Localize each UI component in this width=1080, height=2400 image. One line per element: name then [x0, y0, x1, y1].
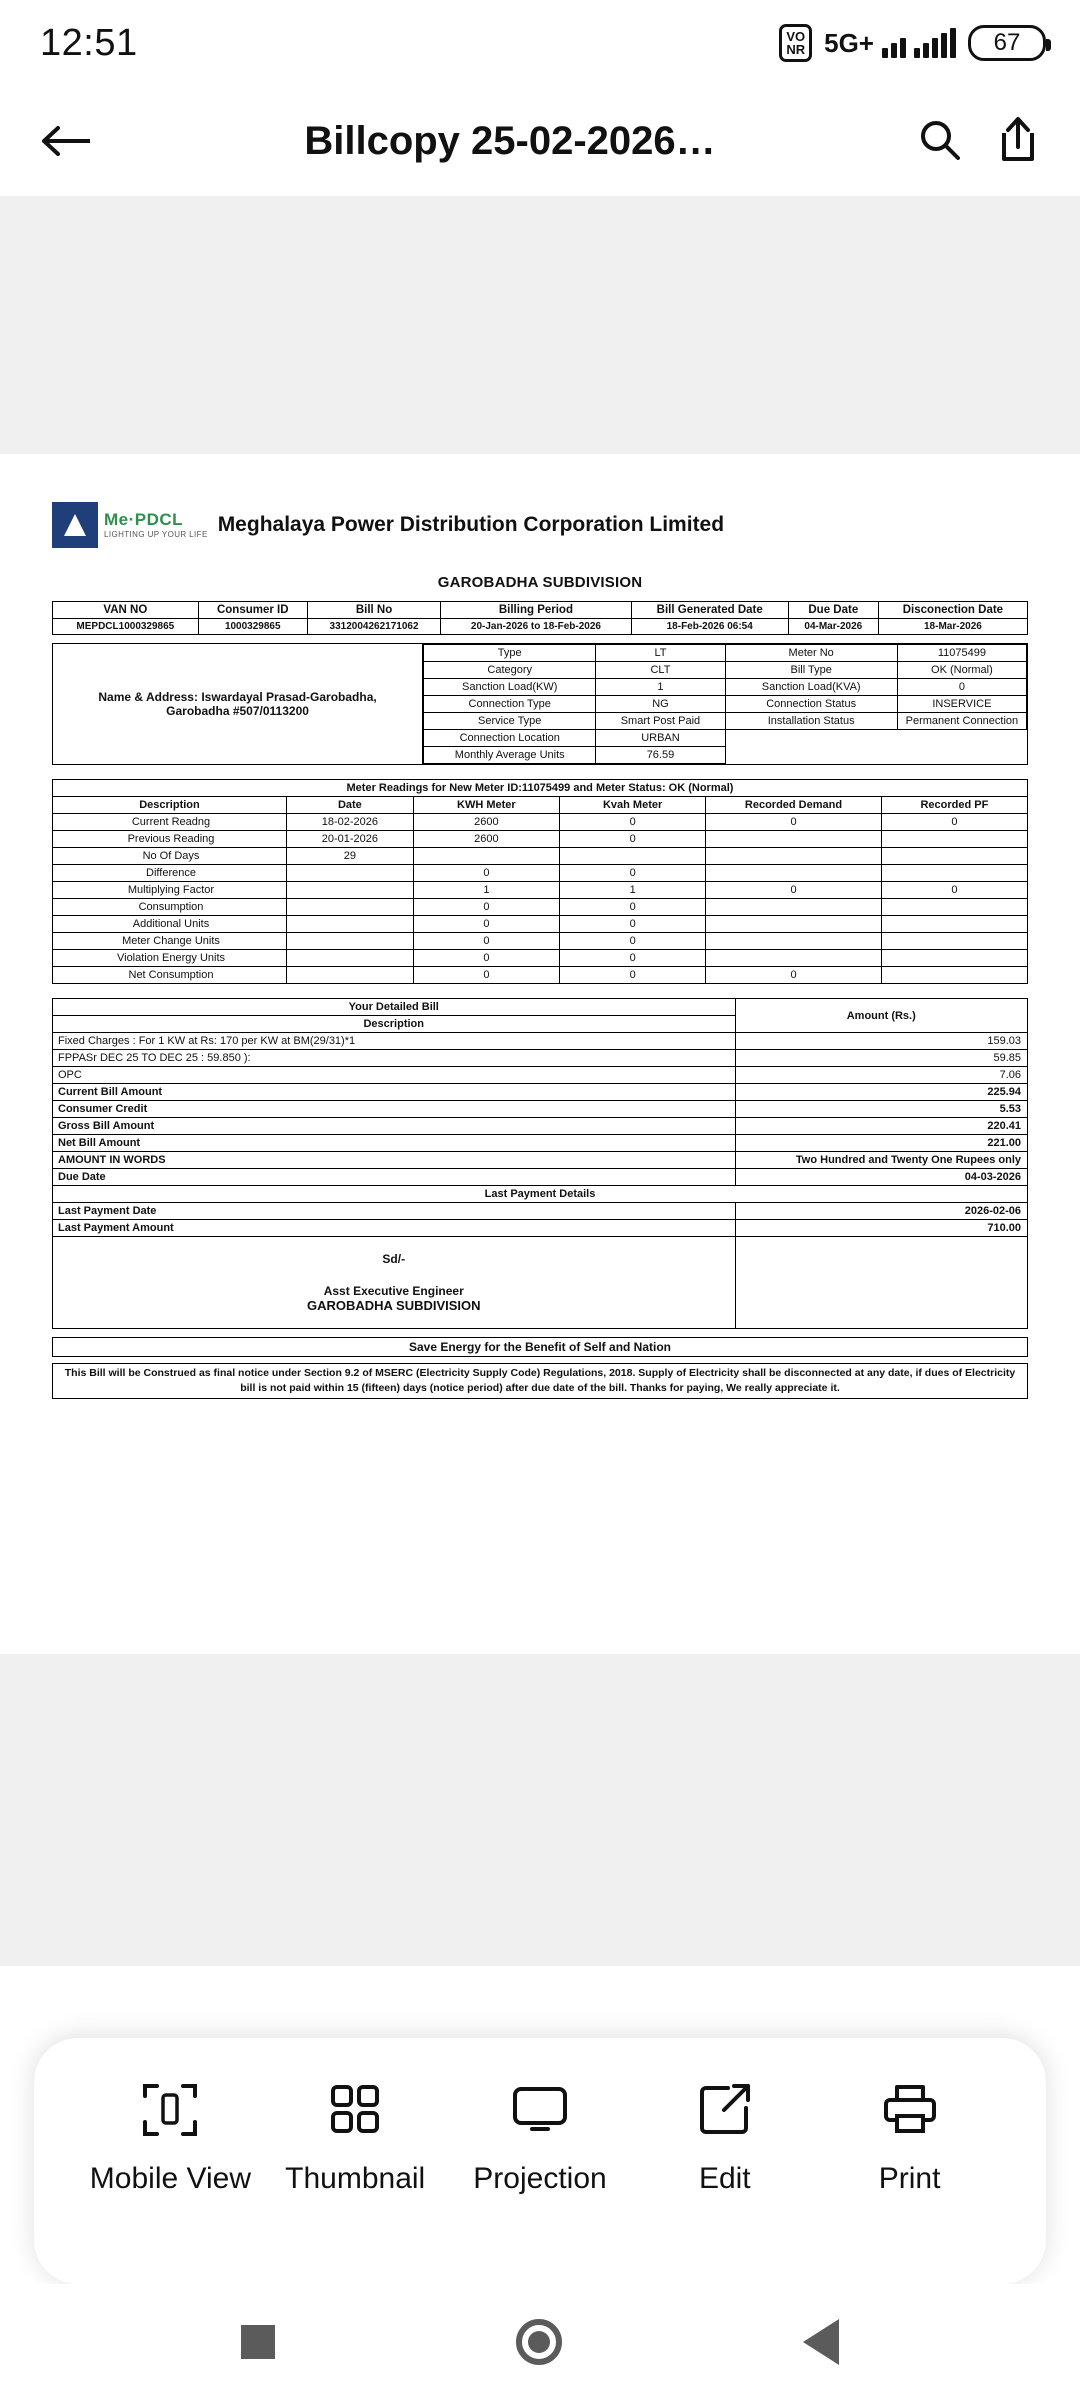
- table-row: [53, 797, 1028, 814]
- val-disconnection-date: 18-Mar-2026: [878, 619, 1027, 635]
- print-icon: [881, 2078, 939, 2140]
- signature-designation: Asst Executive Engineer: [323, 1284, 464, 1298]
- val-due-date: 04-Mar-2026: [788, 619, 878, 635]
- detail-value: INSERVICE: [897, 696, 1026, 713]
- detail-key: Sanction Load(KW): [424, 679, 596, 696]
- meter-readings-title: Meter Readings for New Meter ID:11075499 and Meter Status: OK (Normal): [53, 780, 1028, 797]
- page-title: Billcopy 25-02-2026…: [304, 118, 716, 163]
- save-energy-banner: [52, 1337, 1028, 1357]
- last-payment-title: Last Payment Details: [53, 1186, 1028, 1203]
- col-consumer-id: Consumer ID: [198, 602, 307, 619]
- volte-line1: VO: [786, 29, 806, 44]
- cell: 0: [560, 916, 706, 933]
- val-van-no: MEPDCL1000329865: [53, 619, 199, 635]
- cell: 0: [706, 882, 882, 899]
- battery-percent: 67: [993, 29, 1021, 56]
- detail-value: URBAN: [596, 730, 725, 747]
- cell: 2600: [413, 831, 559, 848]
- detail-value: LT: [596, 645, 725, 662]
- bill-line-label: Net Bill Amount: [53, 1135, 736, 1152]
- cell: [881, 950, 1027, 967]
- cell: [706, 950, 882, 967]
- cell: [881, 848, 1027, 865]
- bill-header-table: [52, 601, 1028, 635]
- col-bill-generated-date: Bill Generated Date: [631, 602, 788, 619]
- detail-value: Smart Post Paid: [596, 713, 725, 730]
- cell: 0: [413, 933, 559, 950]
- cell: Net Consumption: [53, 967, 287, 984]
- bill-line-label: Gross Bill Amount: [53, 1118, 736, 1135]
- cell: 0: [560, 933, 706, 950]
- bill-line-amount: 159.03: [735, 1033, 1028, 1050]
- toolbar-item-projection[interactable]: [448, 2078, 633, 2198]
- table-row: [53, 1152, 1028, 1169]
- val-bill-no: 3312004262171062: [307, 619, 440, 635]
- toolbar-label: Projection: [473, 2162, 607, 2195]
- back-button[interactable]: [40, 121, 110, 161]
- cell: [287, 967, 414, 984]
- save-energy-text: Save Energy for the Benefit of Self and Nation: [53, 1338, 1028, 1357]
- toolbar-item-print[interactable]: [817, 2078, 1002, 2198]
- table-row: [53, 1135, 1028, 1152]
- share-button[interactable]: [996, 115, 1040, 168]
- cell: 0: [706, 814, 882, 831]
- col-date: Date: [287, 797, 414, 814]
- toolbar-item-mobile-view[interactable]: [78, 2078, 263, 2198]
- detail-key: Installation Status: [725, 713, 897, 730]
- signature-empty-cell: [735, 1237, 1028, 1329]
- footer-note-box: [52, 1363, 1028, 1399]
- customer-address: Garobadha #507/0113200: [166, 704, 309, 718]
- cell: Current Readng: [53, 814, 287, 831]
- cell: 20-01-2026: [287, 831, 414, 848]
- detail-value: CLT: [596, 662, 725, 679]
- cell: Multiplying Factor: [53, 882, 287, 899]
- detailed-bill-table: [52, 998, 1028, 1329]
- cell: 29: [287, 848, 414, 865]
- cell: 0: [560, 831, 706, 848]
- edit-icon: [696, 2078, 754, 2140]
- table-row: [53, 814, 1028, 831]
- footer-note-text: This Bill will be Construed as final notice under Section 9.2 of MSERC (Electricity Supply Code) Regulations, 2018. Supply of Electricity shall be disconnected at any date, if dues of Electricity bill is not paid within 15 (fifteen) days (notice period) after due date of the bill. Thanks for paying, We really appreciate it.: [53, 1364, 1028, 1399]
- detail-key: Connection Status: [725, 696, 897, 713]
- table-row: [53, 1118, 1028, 1135]
- cell: No Of Days: [53, 848, 287, 865]
- search-button[interactable]: [916, 116, 962, 167]
- cell: 0: [560, 865, 706, 882]
- cell: 1: [560, 882, 706, 899]
- detail-key: Monthly Average Units: [424, 747, 596, 764]
- table-row: [424, 747, 1027, 764]
- projection-icon: [510, 2078, 570, 2140]
- col-billing-period: Billing Period: [441, 602, 631, 619]
- table-row: [53, 619, 1028, 635]
- cell: 0: [413, 865, 559, 882]
- toolbar-item-edit[interactable]: [632, 2078, 817, 2198]
- company-name: Meghalaya Power Distribution Corporation Limited: [217, 513, 725, 536]
- table-row: [424, 730, 1027, 747]
- bill-line-amount: 220.41: [735, 1118, 1028, 1135]
- bill-line-amount: Two Hundred and Twenty One Rupees only: [735, 1152, 1028, 1169]
- status-icons: [779, 24, 1046, 62]
- bill-line-label: Consumer Credit: [53, 1101, 736, 1118]
- table-row: [53, 1186, 1028, 1203]
- detail-value: Permanent Connection: [897, 713, 1026, 730]
- table-row: [53, 1084, 1028, 1101]
- network-type-label: 5G+: [824, 27, 874, 58]
- cell: [706, 916, 882, 933]
- cell: [706, 899, 882, 916]
- bill-line-amount: 225.94: [735, 1084, 1028, 1101]
- table-row: [424, 679, 1027, 696]
- cell: [560, 848, 706, 865]
- bill-line-amount: 7.06: [735, 1067, 1028, 1084]
- logo-mark-icon: [52, 502, 98, 548]
- col-amount: Amount (Rs.): [735, 999, 1028, 1033]
- cell: [706, 933, 882, 950]
- val-consumer-id: 1000329865: [198, 619, 307, 635]
- cell: 0: [413, 950, 559, 967]
- volte-icon: [779, 24, 812, 62]
- cell: [287, 899, 414, 916]
- detail-key: Bill Type: [725, 662, 897, 679]
- cell: [881, 967, 1027, 984]
- cell: 2600: [413, 814, 559, 831]
- table-row: [53, 1101, 1028, 1118]
- detail-value: 1: [596, 679, 725, 696]
- detail-key: Meter No: [725, 645, 897, 662]
- signature-block: [53, 1237, 736, 1329]
- signature-office: GAROBADHA SUBDIVISION: [306, 1298, 481, 1313]
- table-row: [53, 848, 1028, 865]
- detail-key: Type: [424, 645, 596, 662]
- bill-line-label: Fixed Charges : For 1 KW at Rs: 170 per KW at BM(29/31)*1: [53, 1033, 736, 1050]
- bill-line-label: AMOUNT IN WORDS: [53, 1152, 736, 1169]
- table-row: [53, 1237, 1028, 1329]
- col-due-date: Due Date: [788, 602, 878, 619]
- meter-readings-table: [52, 779, 1028, 984]
- cell: [706, 831, 882, 848]
- col-description: Description: [53, 797, 287, 814]
- battery-indicator: [968, 25, 1046, 61]
- val-billing-period: 20-Jan-2026 to 18-Feb-2026: [441, 619, 631, 635]
- cell: 0: [560, 899, 706, 916]
- cell: 18-02-2026: [287, 814, 414, 831]
- cell: 0: [881, 882, 1027, 899]
- detail-key: Category: [424, 662, 596, 679]
- table-row: [53, 865, 1028, 882]
- table-row: [424, 696, 1027, 713]
- col-disconnection-date: Disconection Date: [878, 602, 1027, 619]
- table-row: [53, 780, 1028, 797]
- last-payment-value: 710.00: [735, 1220, 1028, 1237]
- bill-line-label: Due Date: [53, 1169, 736, 1186]
- cell: [287, 916, 414, 933]
- home-button[interactable]: [516, 2319, 562, 2365]
- mobile-view-icon: [141, 2078, 199, 2140]
- table-row: [53, 899, 1028, 916]
- customer-and-details: [52, 643, 1028, 765]
- bill-document-page: [0, 454, 1080, 1654]
- customer-label: Name & Address:: [98, 690, 198, 704]
- arrow-left-icon: [40, 121, 94, 161]
- table-row: [53, 602, 1028, 619]
- bill-line-amount: 04-03-2026: [735, 1169, 1028, 1186]
- col-recorded-demand: Recorded Demand: [706, 797, 882, 814]
- bottom-toolbar: [34, 2038, 1046, 2284]
- bill-line-label: OPC: [53, 1067, 736, 1084]
- status-bar: [0, 0, 1080, 86]
- cell: 0: [413, 916, 559, 933]
- signal-strength-icon: [882, 28, 956, 58]
- system-nav-bar: [0, 2284, 1080, 2400]
- subdivision-title: GAROBADHA SUBDIVISION: [437, 574, 643, 591]
- bill-line-label: FPPASr DEC 25 TO DEC 25 : 59.850 ):: [53, 1050, 736, 1067]
- table-row: [53, 1338, 1028, 1357]
- detail-value: NG: [596, 696, 725, 713]
- table-row: [53, 1203, 1028, 1220]
- share-icon: [996, 115, 1040, 163]
- col-kvah-meter: Kvah Meter: [560, 797, 706, 814]
- cell: 0: [560, 950, 706, 967]
- cell: [706, 865, 882, 882]
- back-button[interactable]: [803, 2319, 839, 2365]
- cell: Meter Change Units: [53, 933, 287, 950]
- table-row: [53, 999, 1028, 1016]
- detailed-bill-title: Your Detailed Bill: [53, 999, 736, 1016]
- val-bill-generated-date: 18-Feb-2026 06:54: [631, 619, 788, 635]
- bill-line-amount: 5.53: [735, 1101, 1028, 1118]
- table-row: [53, 1033, 1028, 1050]
- cell: 0: [881, 814, 1027, 831]
- table-row: [53, 1050, 1028, 1067]
- cell: [287, 882, 414, 899]
- logo-line-2: LIGHTING UP YOUR LIFE: [104, 530, 208, 539]
- cell: 0: [413, 967, 559, 984]
- bill-line-amount: 221.00: [735, 1135, 1028, 1152]
- bill-line-amount: 59.85: [735, 1050, 1028, 1067]
- table-row: [53, 882, 1028, 899]
- cell: [881, 933, 1027, 950]
- cell: Difference: [53, 865, 287, 882]
- col-bill-no: Bill No: [307, 602, 440, 619]
- table-row: [53, 1067, 1028, 1084]
- cell: [881, 831, 1027, 848]
- col-van-no: VAN NO: [53, 602, 199, 619]
- table-row: [53, 1169, 1028, 1186]
- search-icon: [916, 116, 962, 162]
- detail-key: Sanction Load(KVA): [725, 679, 897, 696]
- logo-line-1: Me·PDCL: [104, 510, 184, 529]
- bill-line-label: Current Bill Amount: [53, 1084, 736, 1101]
- table-row: [53, 1220, 1028, 1237]
- signature-sd: Sd/-: [382, 1252, 406, 1266]
- toolbar-label: Print: [878, 2162, 941, 2195]
- mepdcl-logo: [52, 502, 208, 548]
- cell: Consumption: [53, 899, 287, 916]
- cell: [881, 899, 1027, 916]
- customer-block: [53, 644, 423, 764]
- table-row: [53, 967, 1028, 984]
- toolbar-label: Mobile View: [89, 2162, 251, 2195]
- cell: [881, 865, 1027, 882]
- detail-key: Service Type: [424, 713, 596, 730]
- last-payment-value: 2026-02-06: [735, 1203, 1028, 1220]
- last-payment-label: Last Payment Date: [53, 1203, 736, 1220]
- cell: 1: [413, 882, 559, 899]
- detail-key: Connection Location: [424, 730, 596, 747]
- connection-details-table: [423, 644, 1027, 764]
- detail-value: 76.59: [596, 747, 725, 764]
- cell: Violation Energy Units: [53, 950, 287, 967]
- cell: [706, 848, 882, 865]
- detail-key: Connection Type: [424, 696, 596, 713]
- col-description: Description: [53, 1016, 736, 1033]
- col-recorded-pf: Recorded PF: [881, 797, 1027, 814]
- volte-line2: NR: [786, 42, 806, 57]
- table-row: [424, 645, 1027, 662]
- document-header: [52, 502, 1028, 548]
- table-row: [53, 933, 1028, 950]
- table-row: [53, 950, 1028, 967]
- cell: [881, 916, 1027, 933]
- cell: Previous Reading: [53, 831, 287, 848]
- cell: [287, 950, 414, 967]
- table-row: [424, 662, 1027, 679]
- col-kwh-meter: KWH Meter: [413, 797, 559, 814]
- status-time: 12:51: [40, 21, 138, 64]
- toolbar-label: Thumbnail: [285, 2162, 426, 2195]
- toolbar-item-thumbnail[interactable]: [263, 2078, 448, 2198]
- cell: 0: [560, 967, 706, 984]
- last-payment-label: Last Payment Amount: [53, 1220, 736, 1237]
- recents-button[interactable]: [241, 2325, 275, 2359]
- cell: 0: [413, 899, 559, 916]
- cell: 0: [560, 814, 706, 831]
- customer-name: Iswardayal Prasad-Garobadha,: [201, 690, 377, 704]
- cell: [287, 865, 414, 882]
- table-row: [53, 916, 1028, 933]
- cell: [413, 848, 559, 865]
- table-row: [53, 831, 1028, 848]
- cell: 0: [706, 967, 882, 984]
- app-bar: [0, 86, 1080, 196]
- thumbnail-icon: [326, 2078, 384, 2140]
- cell: Additional Units: [53, 916, 287, 933]
- document-viewer[interactable]: [0, 196, 1080, 1966]
- detail-value: OK (Normal): [897, 662, 1026, 679]
- table-row: [53, 1364, 1028, 1399]
- detail-value: 11075499: [897, 645, 1026, 662]
- detail-value: 0: [897, 679, 1026, 696]
- table-row: [424, 713, 1027, 730]
- cell: [287, 933, 414, 950]
- toolbar-label: Edit: [698, 2162, 751, 2195]
